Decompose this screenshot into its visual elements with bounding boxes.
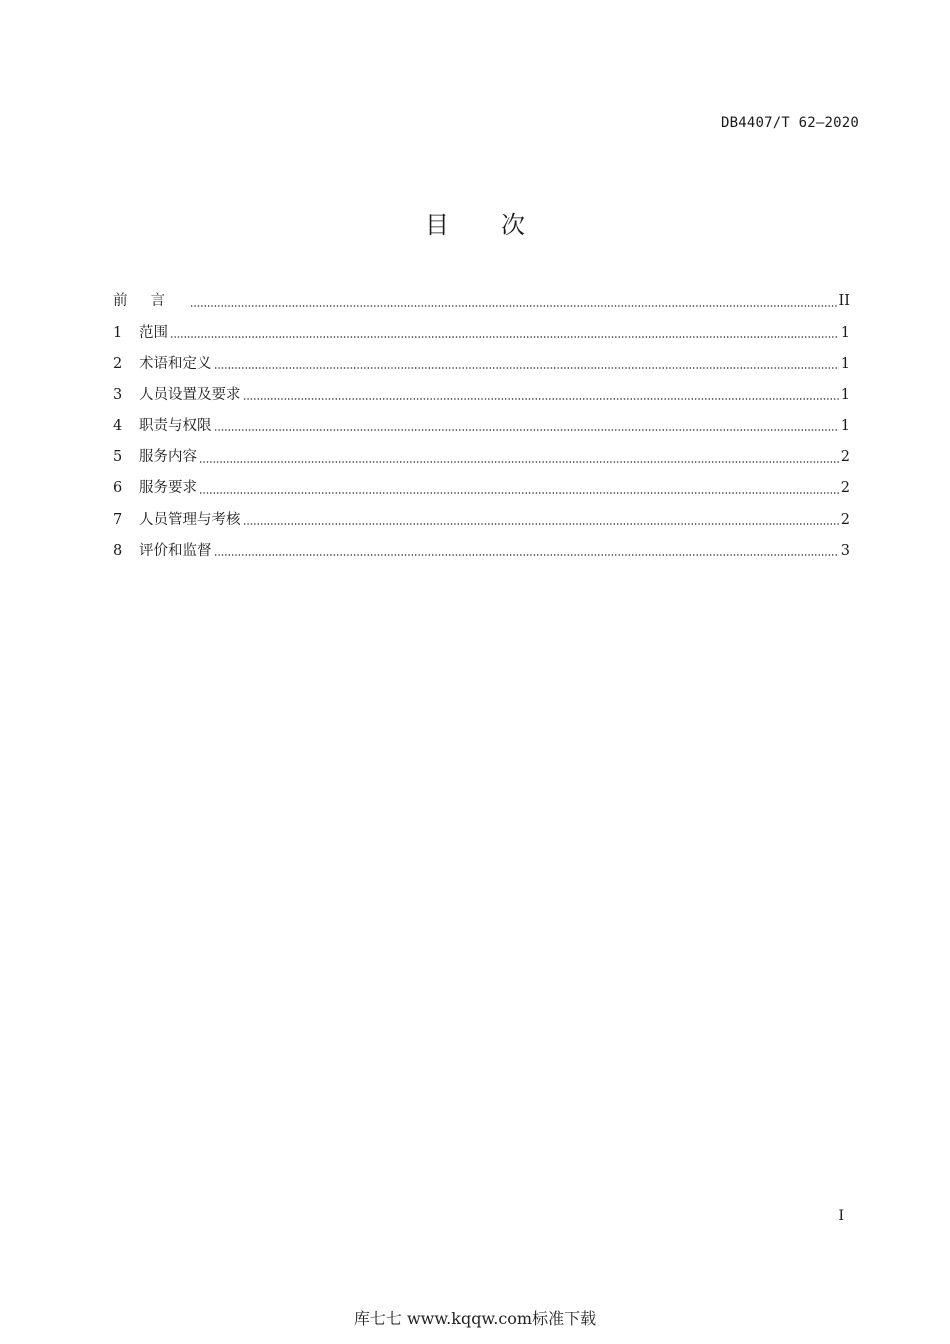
toc-entry-label: 服务内容	[139, 449, 197, 466]
toc-entry-number: 5	[113, 449, 123, 466]
page-number: I	[838, 1208, 844, 1224]
toc-entry[interactable]	[113, 473, 850, 504]
toc-entry-page: 1	[840, 386, 850, 403]
toc-dot-leader	[214, 429, 839, 431]
toc-entry-page: 1	[840, 355, 850, 372]
toc-entry-label: 职责与权限	[139, 418, 212, 435]
toc-entry[interactable]	[113, 411, 850, 442]
toc-entry-page: 2	[840, 449, 850, 466]
toc-dot-leader	[170, 336, 839, 338]
table-of-contents	[113, 286, 850, 567]
toc-entry[interactable]	[113, 442, 850, 473]
toc-entry[interactable]	[113, 286, 850, 317]
footer-watermark: 库七七 www.kqqw.com标准下载	[353, 1309, 597, 1328]
toc-entry-label: 人员管理与考核	[139, 511, 241, 528]
toc-entry-number: 7	[113, 511, 123, 528]
toc-dot-leader	[199, 492, 839, 494]
toc-entry[interactable]	[113, 348, 850, 379]
page-title: 目次	[425, 211, 577, 239]
toc-entry-number: 1	[113, 324, 123, 341]
document-code: DB4407/T 62—2020	[720, 115, 859, 131]
toc-entry-number: 4	[113, 418, 123, 435]
toc-entry[interactable]	[113, 504, 850, 535]
toc-dot-leader	[243, 523, 839, 525]
toc-dot-leader	[214, 367, 839, 369]
toc-entry-label: 评价和监督	[139, 542, 212, 559]
toc-entry-number: 6	[113, 480, 123, 497]
toc-entry-page: 3	[840, 542, 850, 559]
toc-dot-leader	[243, 398, 839, 400]
toc-entry-label: 人员设置及要求	[139, 386, 241, 403]
toc-entry-number: 8	[113, 542, 123, 559]
toc-entry-page: 1	[840, 418, 850, 435]
toc-entry[interactable]	[113, 536, 850, 567]
toc-entry[interactable]	[113, 317, 850, 348]
toc-entry-label: 术语和定义	[139, 355, 212, 372]
toc-dot-leader	[199, 461, 839, 463]
toc-entry-number: 2	[113, 355, 123, 372]
toc-entry-label: 前言	[113, 293, 188, 310]
toc-dot-leader	[214, 554, 839, 556]
toc-entry-page: II	[838, 293, 850, 310]
toc-entry-page: 1	[840, 324, 850, 341]
toc-entry-label: 服务要求	[139, 480, 197, 497]
toc-entry-page: 2	[840, 480, 850, 497]
toc-entry-number: 3	[113, 386, 123, 403]
toc-dot-leader	[190, 305, 837, 307]
toc-entry-label: 范围	[139, 324, 168, 341]
toc-entry-page: 2	[840, 511, 850, 528]
toc-entry[interactable]	[113, 380, 850, 411]
